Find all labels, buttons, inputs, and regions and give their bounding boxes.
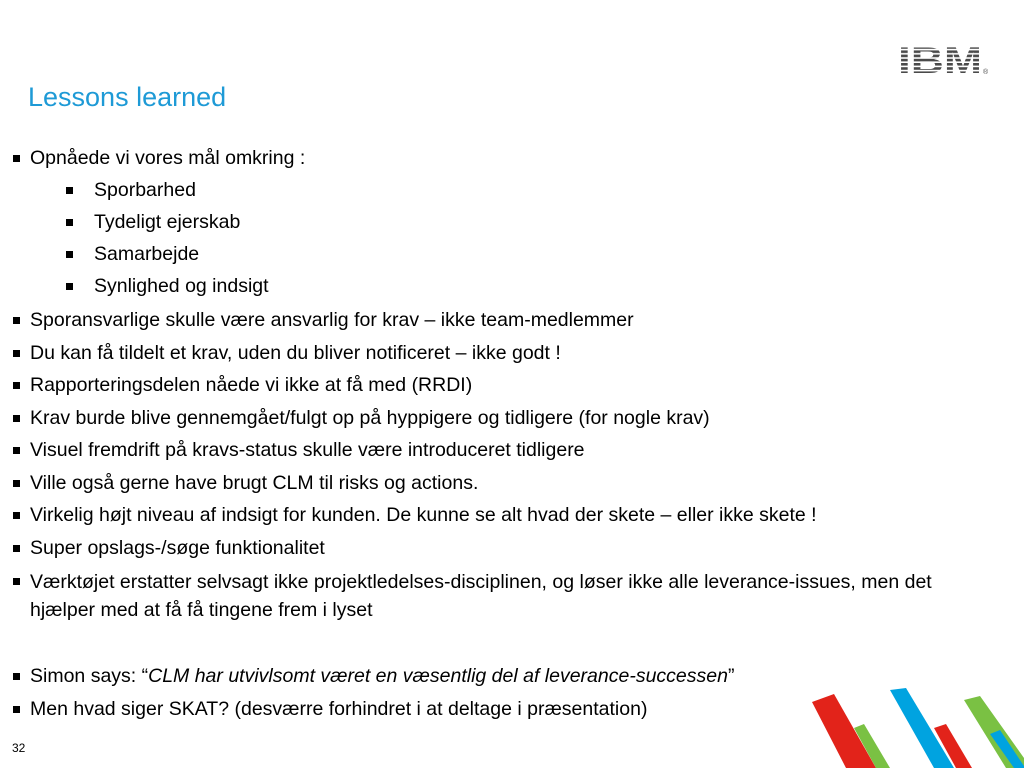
- list-item: Visuel fremdrift på kravs-status skulle være introduceret tidligere: [30, 435, 990, 466]
- bullet-icon: [13, 512, 20, 519]
- bullet-icon: [13, 382, 20, 389]
- list-item: Samarbejde: [94, 239, 1024, 270]
- bullet-icon: [13, 545, 20, 552]
- bullet-icon: [66, 219, 73, 226]
- slide-title: Lessons learned: [28, 82, 227, 112]
- bullet-icon: [13, 317, 20, 324]
- ibm-logo: [898, 42, 988, 76]
- page-number: 32: [12, 741, 26, 755]
- list-item: Sporbarhed: [94, 175, 1024, 206]
- bullet-icon: [13, 415, 20, 422]
- list-item: Virkelig højt niveau af indsigt for kunden. De kunne se alt hvad der skete – eller ikke skete !: [30, 500, 990, 531]
- list-item: Men hvad siger SKAT? (desværre forhindret i at deltage i præsentation): [30, 694, 990, 725]
- bullet-icon: [66, 251, 73, 258]
- list-item-simon-says: Simon says: “CLM har utvivlsomt været en væsentlig del af leverance-successen”: [30, 661, 990, 692]
- bullet-icon: [66, 187, 73, 194]
- list-item: Rapporteringsdelen nåede vi ikke at få med (RRDI): [30, 370, 990, 401]
- bullet-icon: [13, 673, 20, 680]
- ibm-logo-text: IBM: [898, 42, 982, 76]
- simon-quote: CLM har utvivlsomt været en væsentlig del af leverance-successen: [148, 665, 728, 687]
- list-item: Opnåede vi vores mål omkring :: [30, 143, 990, 174]
- bullet-icon: [13, 480, 20, 487]
- list-item: Du kan få tildelt et krav, uden du bliver notificeret – ikke godt !: [30, 338, 990, 369]
- list-item: Ville også gerne have brugt CLM til risks og actions.: [30, 468, 990, 499]
- list-item: Krav burde blive gennemgået/fulgt op på hyppigere og tidligere (for nogle krav): [30, 403, 990, 434]
- bullet-icon: [13, 706, 20, 713]
- list-item: Sporansvarlige skulle være ansvarlig for krav – ikke team-medlemmer: [30, 305, 990, 336]
- bullet-icon: [13, 155, 20, 162]
- bullet-icon: [13, 578, 20, 585]
- corner-decoration: [794, 688, 1024, 768]
- list-item: Synlighed og indsigt: [94, 271, 1024, 302]
- bullet-icon: [13, 350, 20, 357]
- svg-text:®: ®: [983, 69, 988, 76]
- list-item: Tydeligt ejerskab: [94, 207, 1024, 238]
- list-item: Værktøjet erstatter selvsagt ikke projektledelses-disciplinen, og løser ikke alle leverance-issues, men det hjælper med at få få tingene frem i lyset: [30, 568, 940, 624]
- bullet-icon: [66, 283, 73, 290]
- list-item: Super opslags-/søge funktionalitet: [30, 533, 990, 564]
- bullet-icon: [13, 447, 20, 454]
